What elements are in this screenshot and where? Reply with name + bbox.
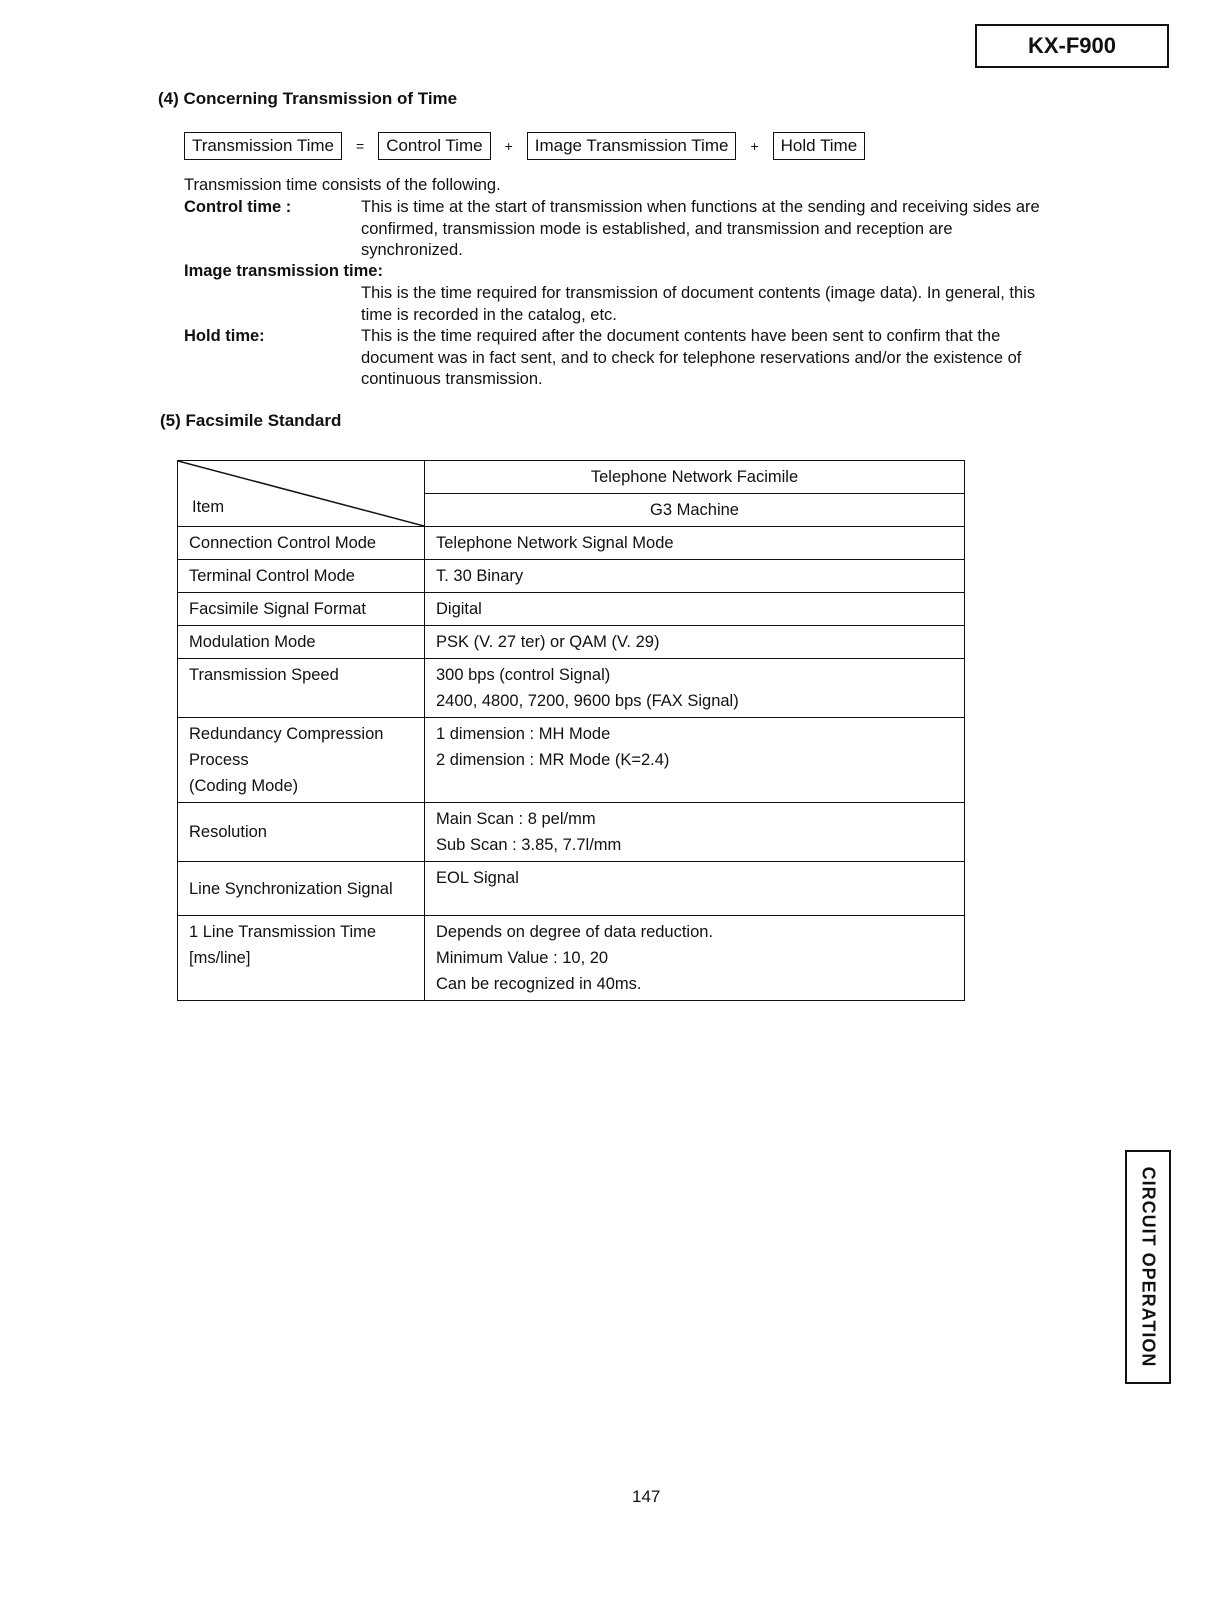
cell-line: Resolution xyxy=(189,823,267,841)
definition-line: time is recorded in the catalog, etc. xyxy=(361,305,617,324)
definition-line: confirmed, transmission mode is established, and transmission and reception are xyxy=(361,219,953,238)
cell-line: Main Scan : 8 pel/mm xyxy=(436,810,596,828)
header-telephone-network-facsimile: Telephone Network Facimile xyxy=(425,461,965,494)
definition-line: synchronized. xyxy=(361,241,463,259)
table-row xyxy=(178,862,965,916)
row-item-modulation-mode xyxy=(178,626,425,659)
definition-line: This is the time required after the document contents have been sent to confirm that the xyxy=(361,327,1001,345)
row-value-facsimile-signal-format xyxy=(425,593,965,626)
definition-line: document was in fact sent, and to check for telephone reservations and/or the existence of xyxy=(361,348,1022,367)
definition-line: continuous transmission. xyxy=(361,370,543,388)
cell-line: 300 bps (control Signal) xyxy=(436,666,611,684)
section-4-heading: (4) Concerning Transmission of Time xyxy=(158,89,458,108)
definition-term-image-transmission-time: Image transmission time: xyxy=(184,262,383,280)
cell-line: Line Synchronization Signal xyxy=(189,879,393,898)
row-item-resolution xyxy=(178,803,425,862)
cell-line: T. 30 Binary xyxy=(436,567,524,585)
page-number: 147 xyxy=(632,1487,661,1506)
definition-line: This is the time required for transmission of document contents (image data). In general, this xyxy=(361,284,1036,302)
cell-line: Sub Scan : 3.85, 7.7l/mm xyxy=(436,836,622,854)
cell-line: (Coding Mode) xyxy=(189,777,299,795)
row-value-transmission-speed xyxy=(425,659,965,718)
cell-line: Minimum Value : 10, 20 xyxy=(436,949,609,967)
equation-image-transmission-time-box: Image Transmission Time xyxy=(527,132,737,160)
definition-text-hold-time xyxy=(361,326,1106,391)
cell-line: 2 dimension : MR Mode (K=2.4) xyxy=(436,751,670,769)
cell-line: Redundancy Compression xyxy=(189,725,384,743)
row-value-terminal-control-mode xyxy=(425,560,965,593)
row-item-connection-control-mode xyxy=(178,527,425,560)
definition-term-control-time: Control time : xyxy=(184,198,292,216)
table-row xyxy=(178,626,965,659)
cell-line: Transmission Speed xyxy=(189,666,339,684)
section-side-tab xyxy=(1125,1150,1171,1384)
definition-text-image-transmission-time xyxy=(361,283,1106,326)
cell-line: Facsimile Signal Format xyxy=(189,600,366,618)
definition-line: This is time at the start of transmission when functions at the sending and receiving sides are xyxy=(361,198,1040,216)
table-row xyxy=(178,593,965,626)
cell-line: Connection Control Mode xyxy=(189,534,377,552)
row-item-line-synchronization-signal xyxy=(178,862,425,916)
equals-sign: = xyxy=(356,138,365,154)
section-5-heading: (5) Facsimile Standard xyxy=(160,411,342,430)
equation-control-time-box: Control Time xyxy=(378,132,490,160)
row-item-redundancy-compression xyxy=(178,718,425,803)
cell-line: Modulation Mode xyxy=(189,633,316,651)
header-g3-machine: G3 Machine xyxy=(425,494,965,527)
cell-line: 1 Line Transmission Time xyxy=(189,923,377,941)
row-value-line-synchronization-signal xyxy=(425,862,965,916)
row-item-transmission-speed xyxy=(178,659,425,718)
definition-text-control-time xyxy=(361,197,1106,262)
cell-line: Process xyxy=(189,751,249,769)
table-row xyxy=(178,560,965,593)
transmission-time-intro: Transmission time consists of the following. xyxy=(184,176,501,194)
row-item-line-transmission-time xyxy=(178,916,425,1001)
table-row xyxy=(178,718,965,803)
row-value-connection-control-mode xyxy=(425,527,965,560)
model-number: KX-F900 xyxy=(1027,33,1117,58)
cell-line: 1 dimension : MH Mode xyxy=(436,725,611,743)
model-number-box xyxy=(975,24,1169,68)
table-row xyxy=(178,803,965,862)
equation-total-box: Transmission Time xyxy=(184,132,342,160)
row-item-terminal-control-mode xyxy=(178,560,425,593)
row-item-facsimile-signal-format xyxy=(178,593,425,626)
table-row xyxy=(178,527,965,560)
cell-line: Digital xyxy=(436,600,482,618)
cell-line: [ms/line] xyxy=(189,949,251,967)
row-value-redundancy-compression xyxy=(425,718,965,803)
row-value-modulation-mode xyxy=(425,626,965,659)
cell-line: Telephone Network Signal Mode xyxy=(436,534,674,552)
item-column-label: Item xyxy=(192,498,225,516)
plus-sign: + xyxy=(504,138,513,154)
cell-line: Terminal Control Mode xyxy=(189,567,355,585)
cell-line: 2400, 4800, 7200, 9600 bps (FAX Signal) xyxy=(436,692,739,710)
cell-line: PSK (V. 27 ter) or QAM (V. 29) xyxy=(436,633,660,651)
cell-line: EOL Signal xyxy=(436,869,519,887)
table-corner-cell xyxy=(178,461,425,527)
cell-line: Depends on degree of data reduction. xyxy=(436,923,714,941)
transmission-time-equation xyxy=(184,132,865,160)
table-row xyxy=(178,659,965,718)
definition-term-hold-time: Hold time: xyxy=(184,327,265,345)
plus-sign: + xyxy=(750,138,759,154)
row-value-resolution xyxy=(425,803,965,862)
cell-line: Can be recognized in 40ms. xyxy=(436,975,642,993)
table-row xyxy=(178,916,965,1001)
row-value-line-transmission-time xyxy=(425,916,965,1001)
equation-hold-time-box: Hold Time xyxy=(773,132,866,160)
side-tab-label: CIRCUIT OPERATION xyxy=(1138,1166,1159,1368)
facsimile-standard-table xyxy=(177,460,965,1001)
